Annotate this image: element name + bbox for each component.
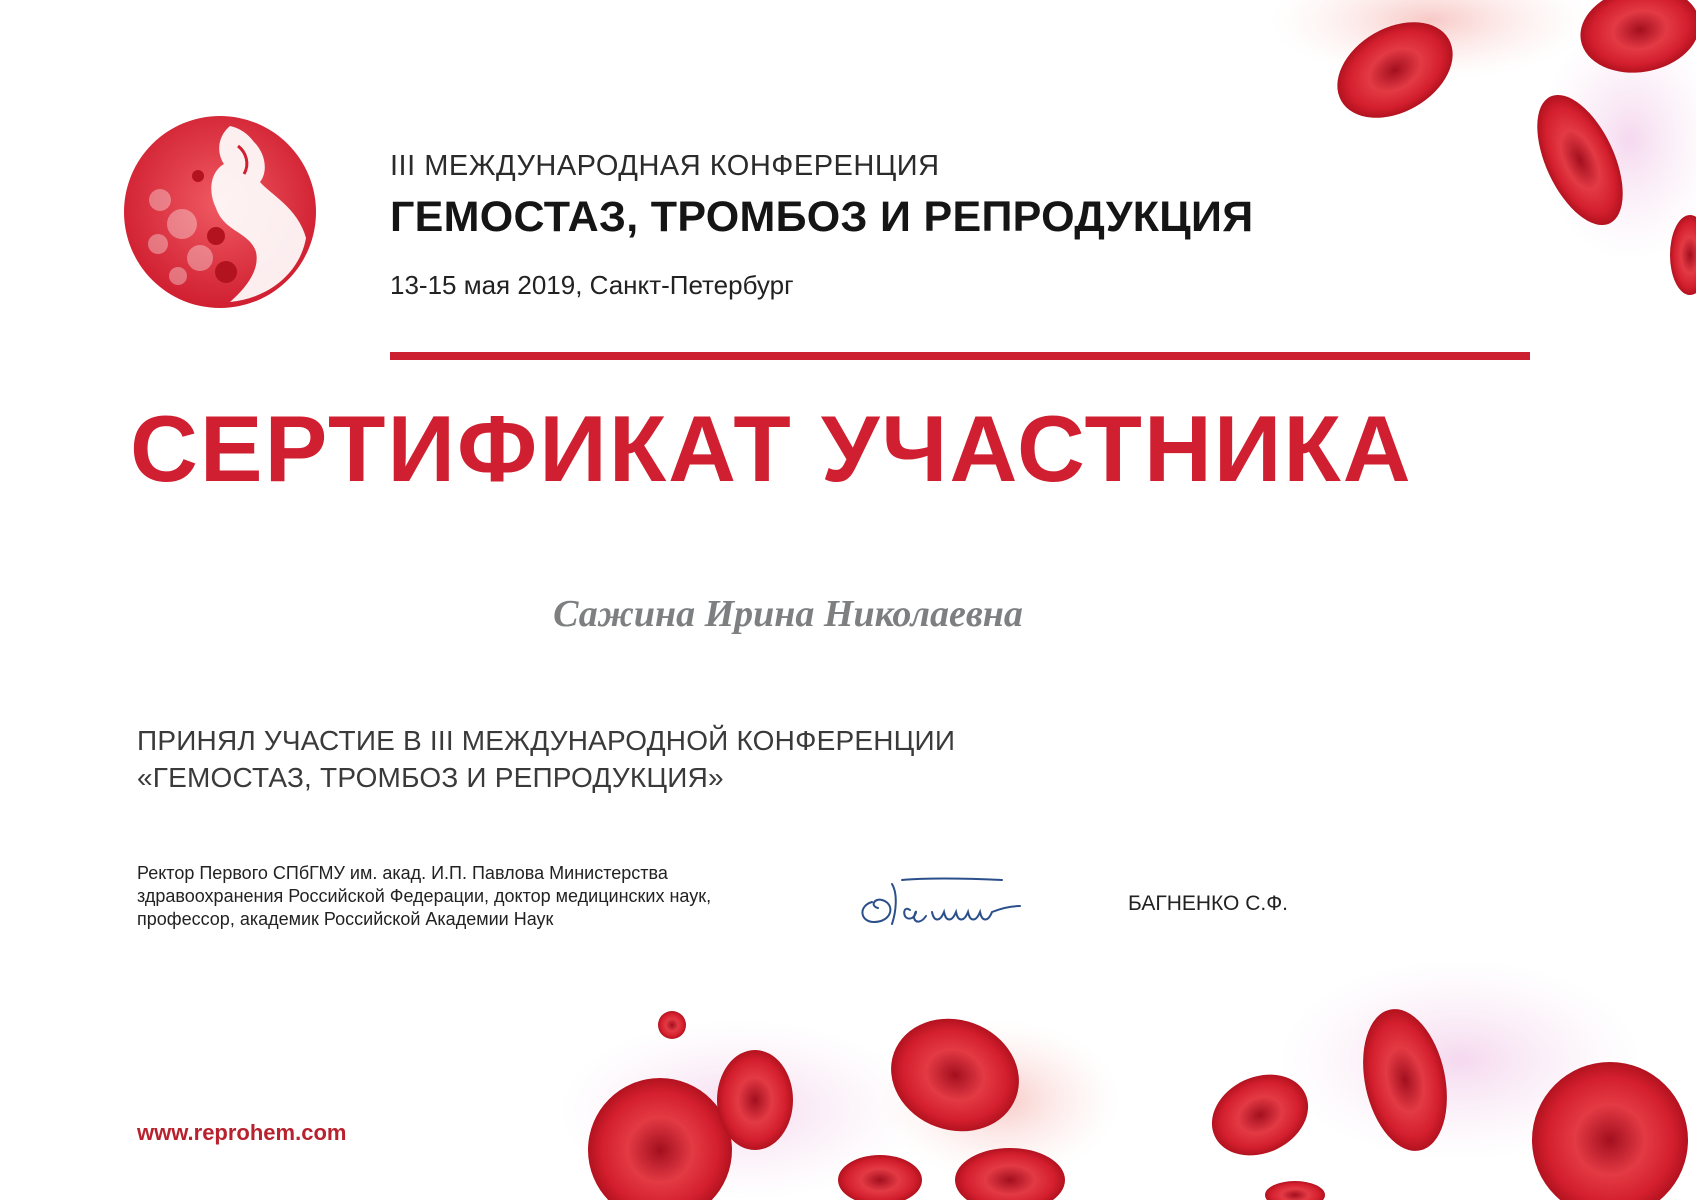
signatory-name: БАГНЕНКО С.Ф. (1128, 892, 1289, 915)
conference-title: ГЕМОСТАЗ, ТРОМБОЗ И РЕПРОДУКЦИЯ (390, 193, 1254, 241)
recipient-name: Сажина Ирина Николаевна (553, 593, 1023, 635)
certificate-title: СЕРТИФИКАТ УЧАСТНИКА (130, 396, 1413, 501)
signatory-position-line-3: профессор, академик Российской Академии Наук (137, 909, 554, 929)
divider-line (390, 352, 1530, 360)
signatory-position-line-1: Ректор Первого СПбГМУ им. акад. И.П. Павлова Министерства (137, 863, 668, 883)
website-link[interactable]: www.reprohem.com (137, 1120, 347, 1145)
signatory-position-line-2: здравоохранения Российской Федерации, доктор медицинских наук, (137, 886, 712, 906)
statement-line-2: «ГЕМОСТАЗ, ТРОМБОЗ И РЕПРОДУКЦИЯ» (137, 762, 724, 793)
signature (852, 872, 1072, 932)
signatory-position (137, 862, 711, 931)
statement-line-1: ПРИНЯЛ УЧАСТИЕ В III МЕЖДУНАРОДНОЙ КОНФЕРЕНЦИИ (137, 725, 956, 756)
conference-dates: 13-15 мая 2019, Санкт-Петербург (390, 270, 794, 300)
conference-subtitle: III МЕЖДУНАРОДНАЯ КОНФЕРЕНЦИЯ (390, 150, 940, 182)
participation-statement (137, 722, 955, 796)
conference-logo-icon (120, 112, 320, 312)
